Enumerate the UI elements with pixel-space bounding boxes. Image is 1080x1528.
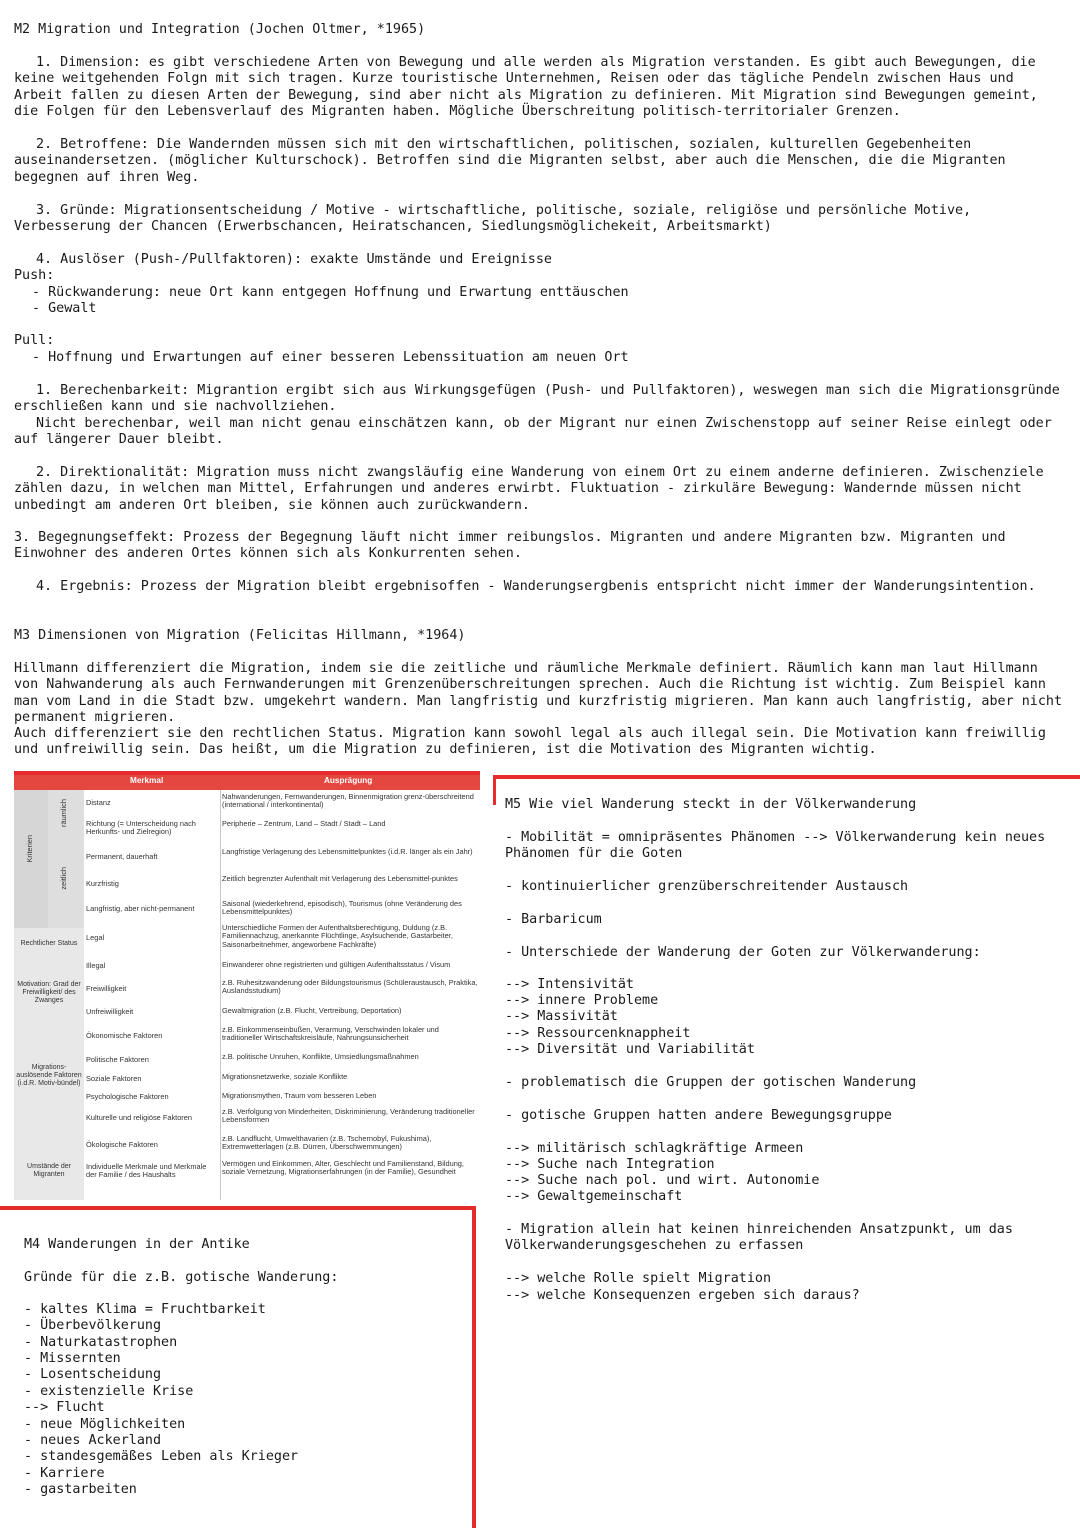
m2-dimension-2: 2. Betroffene: Die Wandernden müssen sich mit den wirtschaftlichen, politischen, sozialen, kulturellen Gegebenheiten auseinandersetzen. (möglicher Kulturschock). Betroffen sind die Migranten selbst, aber auch die Menschen, die die Migranten begegnen auf ihren Weg. <box>14 137 1006 185</box>
table-row: Kulturelle und religiöse Faktoren z.B. Verfolgung von Minderheiten, Diskriminierung, Veränderung traditioneller Lebensformen <box>84 1104 480 1132</box>
table-row: Soziale Faktoren Migrationsnetzwerke, soziale Konflikte <box>84 1068 480 1087</box>
header-auspraegung: Ausprägung <box>324 776 373 785</box>
m4-item: - standesgemäßes Leben als Krieger <box>24 1449 299 1464</box>
red-frame <box>493 775 1080 779</box>
m4-item: - neue Möglichkeiten <box>24 1417 186 1432</box>
m5-arrow: --> Gewaltgemeinschaft <box>505 1189 683 1204</box>
m5-arrow: --> welche Konsequenzen ergeben sich daraus? <box>505 1288 860 1303</box>
m5-line: - problematisch die Gruppen der gotischen Wanderung <box>505 1075 917 1090</box>
table-row: Individuelle Merkmale und Merkmale der Familie / des Haushalts Vermögen und Einkommen, Alter, Geschlecht und Familienstand, Bildung, soziale Vernetzung, Migrationserfahrungen (in der Familie), Gesundheit <box>84 1156 480 1192</box>
table-row: Kurzfristig Zeitlich begrenzter Aufenthalt mit Verlagerung des Lebensmittel-punktes <box>84 871 480 897</box>
m4-item: - Karriere <box>24 1466 105 1481</box>
m5-arrow: --> Suche nach Integration <box>505 1157 715 1172</box>
red-frame <box>472 1206 476 1528</box>
table-row: Freiwilligkeit z.B. Ruhesitzwanderung oder Bildungstourismus (Schüleraustausch, Praktika, Auslandsstudium) <box>84 975 480 1001</box>
table-row: Ökologische Faktoren z.B. Landflucht, Umwelthavarien (z.B. Tschernobyl, Fukushima), Extremwetterlagen (z.B. Dürren, Überschwemmungen) <box>84 1131 480 1157</box>
m5-heading: M5 Wie viel Wanderung steckt in der Völkerwanderung <box>505 797 917 812</box>
label-ausloesende-faktoren: Migrations-auslösende Faktoren (i.d.R. Motiv-bündel) <box>16 1064 82 1087</box>
m4-item: - neues Ackerland <box>24 1433 162 1448</box>
m4-item: - Losentscheidung <box>24 1367 162 1382</box>
pull-item: - Hoffnung und Erwartungen auf einer besseren Lebenssituation am neuen Ort <box>32 350 629 365</box>
berechenbarkeit: 1. Berechenbarkeit: Migrantion ergibt sich aus Wirkungsgefügen (Push- und Pullfaktoren), weswegen man sich die Migrationsgründe erschließen kann und sie nachvollziehen. Nicht berechenbar, weil man nicht genau einschätzen kann, ob der Migrant nur einen Zwischenstopp auf seiner Reise einlegt oder auf längerer Dauer bleibt. <box>14 383 1060 447</box>
table-row: Ökonomische Faktoren z.B. Einkommenseinbußen, Verarmung, Verschwinden lokaler und traditioneller Wirtschaftskreisläufe, Nahrungsunsicherheit <box>84 1022 480 1048</box>
m5-arrow: --> Ressourcenknappheit <box>505 1026 691 1041</box>
m5-arrow: --> innere Probleme <box>505 993 659 1008</box>
table-row: Psychologische Faktoren Migrationsmythen, Traum vom besseren Leben <box>84 1086 480 1105</box>
push-item: - Gewalt <box>32 301 97 316</box>
m2-heading: M2 Migration und Integration (Jochen Oltmer, *1965) <box>14 22 426 37</box>
label-rechtlicher-status: Rechtlicher Status <box>20 940 78 947</box>
m4-item: - Missernten <box>24 1351 121 1366</box>
table-row: Permanent, dauerhaft Langfristige Verlagerung des Lebensmittelpunktes (i.d.R. länger als ein Jahr) <box>84 843 480 872</box>
push-label: Push: <box>14 268 55 283</box>
table-row: Langfristig, aber nicht-permanent Saisonal (wiederkehrend, episodisch), Tourismus (ohne Veränderung des Lebensmittelpunktes) <box>84 896 480 922</box>
red-frame <box>493 775 496 805</box>
m5-arrow: --> militärisch schlagkräftige Armeen <box>505 1141 804 1156</box>
m4-item: - existenzielle Krise <box>24 1384 194 1399</box>
migration-criteria-table <box>14 771 480 1200</box>
ergebnis: 4. Ergebnis: Prozess der Migration bleibt ergebnisoffen - Wanderungsergbenis entspricht nicht immer der Wanderungsintention. <box>36 579 1036 594</box>
table-header <box>14 775 480 790</box>
label-umstaende: Umstände der Migranten <box>27 1163 71 1178</box>
table-row: Richtung (= Unterscheidung nach Herkunfts- und Zielregion) Peripherie – Zentrum, Land – Stadt / Stadt – Land <box>84 813 480 844</box>
m5-arrow: --> welche Rolle spielt Migration <box>505 1271 772 1286</box>
push-item: - Rückwanderung: neue Ort kann entgegen Hoffnung und Erwartung enttäuschen <box>32 285 629 300</box>
m5-line: - Barbaricum <box>505 912 602 927</box>
table-row: Legal Unterschiedliche Formen der Aufenthaltsberechtigung, Duldung (z.B. Familiennachzug, anerkannte Flüchtlinge, Asylsuchende, Gastarbeiter, Saisonarbeitnehmer, angeworbene Fachkräfte) <box>84 921 480 956</box>
table-divider <box>220 790 221 1200</box>
red-frame <box>0 1206 476 1210</box>
m4-item: - Naturkatastrophen <box>24 1335 178 1350</box>
table-row: Distanz Nahwanderungen, Fernwanderungen, Binnenmigration grenz-überschreitend (international / interkontinental) <box>84 790 480 814</box>
m4-item: - Überbevölkerung <box>24 1318 162 1333</box>
label-motivation: Motivation: Grad der Freiwilligkeit/ des Zwanges <box>17 981 81 1004</box>
header-merkmal: Merkmal <box>130 776 164 785</box>
m4-intro: Gründe für die z.B. gotische Wanderung: <box>24 1270 339 1285</box>
m5-arrow: --> Diversität und Variabilität <box>505 1042 755 1057</box>
table-row: Illegal Einwanderer ohne registrierten und gültigen Aufenthaltsstatus / Visum <box>84 955 480 976</box>
m4-item: - kaltes Klima = Fruchtbarkeit <box>24 1302 266 1317</box>
m5-arrow: --> Intensivität <box>505 977 634 992</box>
m3-heading: M3 Dimensionen von Migration (Felicitas Hillmann, *1964) <box>14 628 466 643</box>
m4-heading: M4 Wanderungen in der Antike <box>24 1237 250 1252</box>
m3-paragraph: Hillmann differenziert die Migration, indem sie die zeitliche und räumliche Merkmale definiert. Räumlich kann man laut Hillmann von Nahwanderung als auch Fernwanderungen mit Grenzenüberschreitungen sprechen. Auch die Richtung ist wichtig. Zum Beispiel kann man vom Land in die Stadt bzw. umgekehrt wandern. Man langfristig und kurzfristig migrieren. Man kann auch langfristig, aber nicht permanent migrieren. Auch differenziert sie den rechtlichen Status. Migration kann sowohl legal als auch illegal sein. Die Motivation kann freiwillig und unfreiwillig sein. Das heißt, um die Migration zu definieren, ist die Motivation des Migranten wichtig. <box>14 661 1063 758</box>
m5-line: - kontinuierlicher grenzüberschreitender Austausch <box>505 879 909 894</box>
table-row: Unfreiwilligkeit Gewaltmigration (z.B. Flucht, Vertreibung, Deportation) <box>84 1000 480 1023</box>
label-kriterien: Kriterien <box>25 835 34 863</box>
m5-arrow: --> Suche nach pol. und wirt. Autonomie <box>505 1173 820 1188</box>
m5-line: - gotische Gruppen hatten andere Bewegungsgruppe <box>505 1108 892 1123</box>
m2-dimension-4: 4. Auslöser (Push-/Pullfaktoren): exakte Umstände und Ereignisse <box>36 252 552 267</box>
label-raeumlich: räumlich <box>59 799 68 827</box>
label-zeitlich: zeitlich <box>59 867 68 890</box>
table-row: Politische Faktoren z.B. politische Unruhen, Konflikte, Umsiedlungsmaßnahmen <box>84 1047 480 1069</box>
pull-label: Pull: <box>14 333 55 348</box>
m5-line: - Mobilität = omnipräsentes Phänomen --> Völkerwanderung kein neues Phänomen für die Goten <box>505 830 1046 862</box>
m5-line: - Unterschiede der Wanderung der Goten zur Völkerwanderung: <box>505 945 981 960</box>
direktionalitaet: 2. Direktionalität: Migration muss nicht zwangsläufig eine Wanderung von einem Ort zu einem anderne definieren. Zwischenziele zählen dazu, in welchen man Mittel, Erfahrungen und anderes erwirbt. Fluktuation - zirkuläre Bewegung: Wandernde müssen nicht unbedingt am anderen Ort bleiben, sie können auch zurückwandern. <box>14 465 1044 513</box>
m4-item: --> Flucht <box>24 1400 105 1415</box>
m4-item: - gastarbeiten <box>24 1482 137 1497</box>
m5-arrow: --> Massivität <box>505 1009 618 1024</box>
m5-line: - Migration allein hat keinen hinreichenden Ansatzpunkt, um das Völkerwanderungsgeschehen zu erfassen <box>505 1222 1013 1254</box>
m2-dimension-1: 1. Dimension: es gibt verschiedene Arten von Bewegung und alle werden als Migration verstanden. Es gibt auch Bewegungen, die keine weitgehenden Folgn mit sich tragen. Kurze touristische Unternehmen, Reisen oder das tägliche Pendeln zwischen Haus und Arbeit fallen zu diesen Arten der Bewegung, sind aber nicht als Migration zu definieren. Mit Migration sind Bewegungen gemeint, die Folgen für den Lebensverlauf des Migranten haben. Mögliche Überschreitung politisch-territorialer Grenzen. <box>14 55 1038 119</box>
begegnungseffekt: 3. Begegnungseffekt: Prozess der Begegnung läuft nicht immer reibungslos. Migranten und andere Migranten bzw. Migranten und Einwohner des anderen Ortes können sich als Konkurrenten sehen. <box>14 530 1006 562</box>
m2-dimension-3: 3. Gründe: Migrationsentscheidung / Motive - wirtschaftliche, politische, soziale, religiöse und persönliche Motive, Verbesserung der Chancen (Erwerbschancen, Heiratschancen, Siedlungsmöglichekeit, Arbeitsmarkt) <box>14 203 972 235</box>
